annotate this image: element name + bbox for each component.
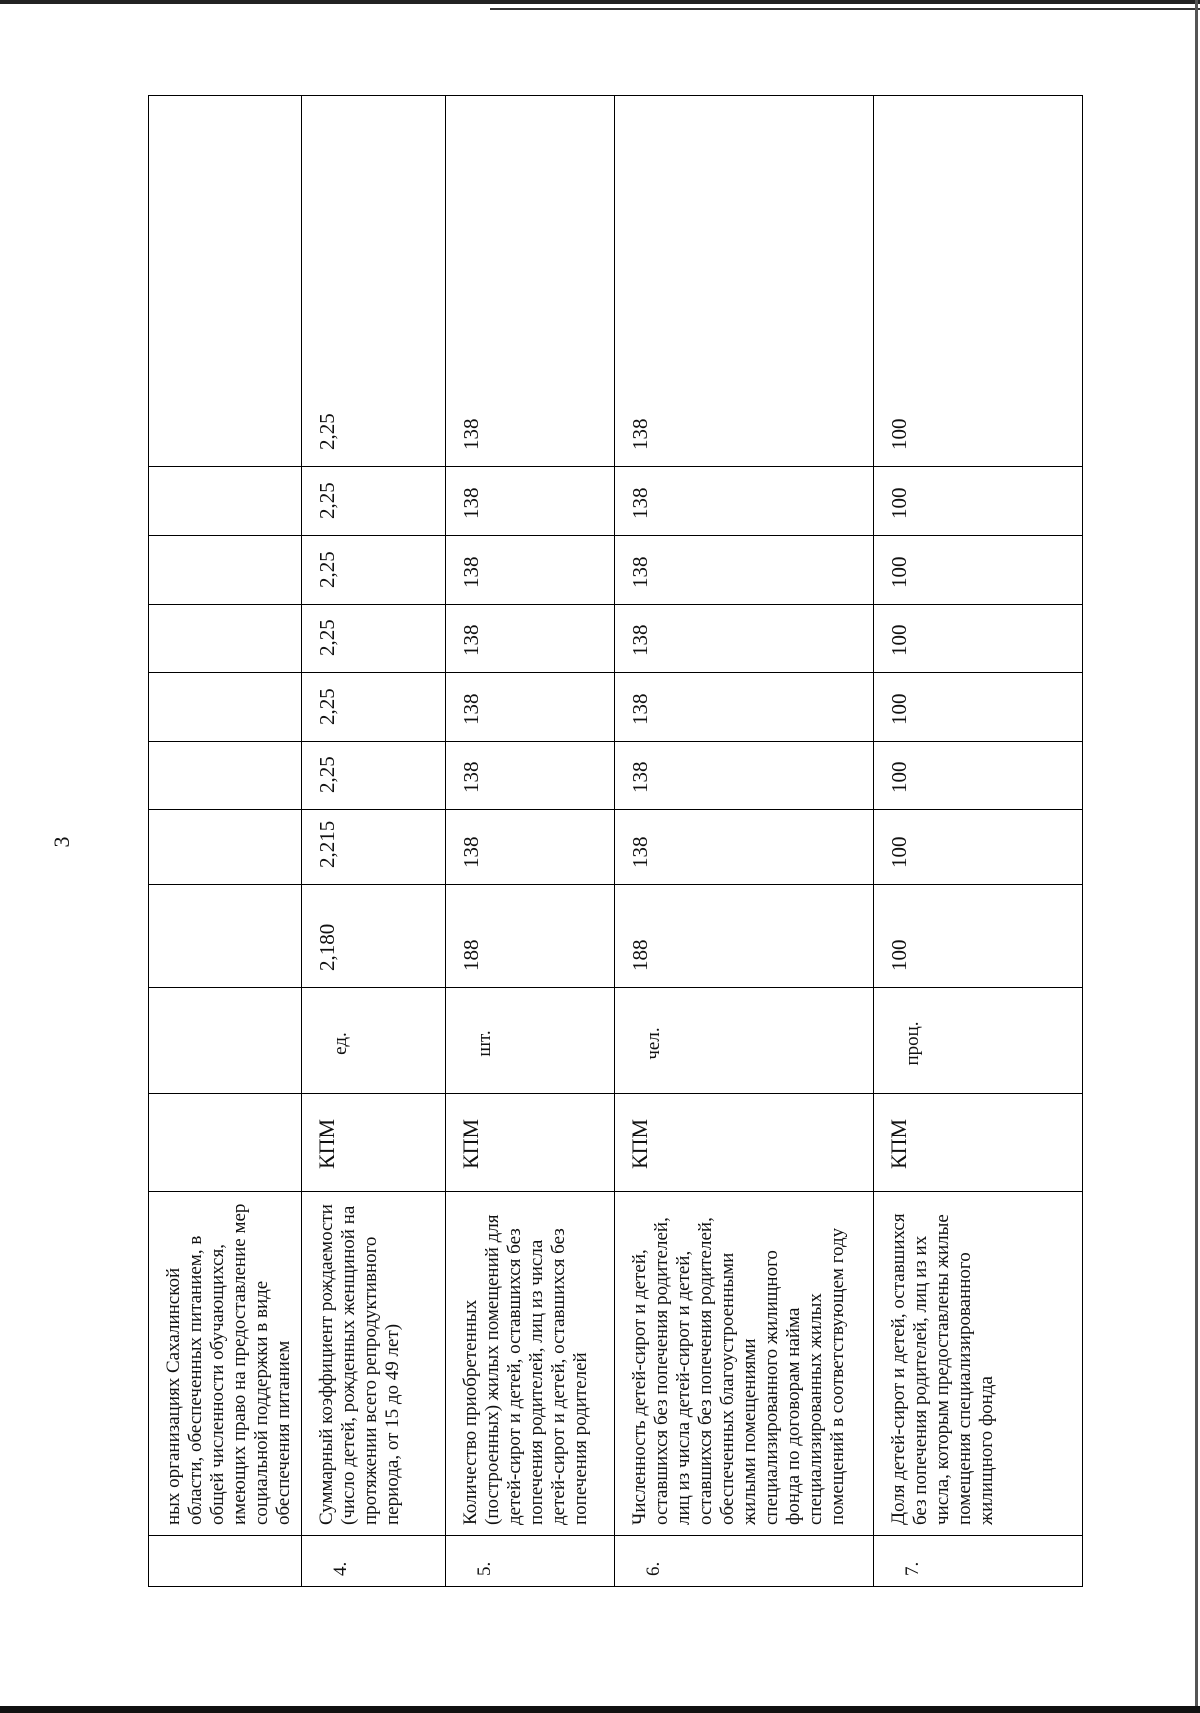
value-cell-1: 2,180 — [302, 885, 446, 988]
row-number-cell — [149, 1536, 302, 1587]
value-cell-6: 138 — [446, 536, 615, 605]
rotated-table-area — [148, 96, 1082, 1587]
indicator-name-cell: Суммарный коэффициент рождаемости (число детей, рожденных женщиной на протяжении всего репродуктивного периода, от 15 до 49 лет) — [302, 1192, 446, 1536]
value-cell-3: 2,25 — [302, 742, 446, 810]
value-cell-8: 100 — [874, 96, 1083, 467]
indicators-table — [148, 95, 1083, 1587]
table-row — [446, 96, 615, 1587]
table-row — [149, 96, 302, 1587]
value-cell-6: 100 — [874, 536, 1083, 605]
unit-cell: ед. — [302, 988, 446, 1094]
value-cell-4: 2,25 — [302, 673, 446, 742]
unit-cell: шт. — [446, 988, 615, 1094]
value-cell-4: 100 — [874, 673, 1083, 742]
value-cell-4: 138 — [446, 673, 615, 742]
value-cell-7: 2,25 — [302, 467, 446, 536]
scan-edge-top — [0, 0, 1200, 4]
table-row — [615, 96, 874, 1587]
row-number-cell: 5. — [446, 1536, 615, 1587]
value-cell-3: 138 — [615, 742, 874, 810]
value-cell-2: 100 — [874, 810, 1083, 885]
scan-edge-top-line — [490, 8, 1200, 10]
indicator-type-cell — [149, 1094, 302, 1192]
indicator-name-cell: Доля детей-сирот и детей, оставшихся без попечения родителей, лиц из их числа, которым предоставлены жилые помещения специализированного жилищного фонда — [874, 1192, 1083, 1536]
value-cell-3 — [149, 742, 302, 810]
value-cell-7: 138 — [615, 467, 874, 536]
value-cell-4: 138 — [615, 673, 874, 742]
value-cell-2: 138 — [446, 810, 615, 885]
indicator-type-cell: КПМ — [874, 1094, 1083, 1192]
unit-cell: проц. — [874, 988, 1083, 1094]
value-cell-2 — [149, 810, 302, 885]
value-cell-7 — [149, 467, 302, 536]
value-cell-8: 138 — [615, 96, 874, 467]
row-number-cell: 4. — [302, 1536, 446, 1587]
unit-cell — [149, 988, 302, 1094]
value-cell-1 — [149, 885, 302, 988]
value-cell-2: 2,215 — [302, 810, 446, 885]
value-cell-7: 138 — [446, 467, 615, 536]
scan-edge-right — [1195, 0, 1198, 1713]
value-cell-5: 138 — [615, 605, 874, 673]
indicator-type-cell: КПМ — [615, 1094, 874, 1192]
unit-cell: чел. — [615, 988, 874, 1094]
scan-edge-bottom — [0, 1706, 1200, 1713]
value-cell-5: 100 — [874, 605, 1083, 673]
indicator-name-cell: ных организациях Сахалинской области, обеспеченных питанием, в общей численности обучающихся, имеющих право на предоставление мер социальной поддержки в виде обеспечения питанием — [149, 1192, 302, 1536]
value-cell-4 — [149, 673, 302, 742]
indicator-name-cell: Численность детей-сирот и детей, оставшихся без попечения родителей, лиц из числа детей-сирот и детей, оставшихся без попечения родителей, обеспеченных благоустроенными жилыми помещениями специализированного жилищного фонда по договорам найма специализированных жилых помещений в соответствующем году — [615, 1192, 874, 1536]
indicator-type-cell: КПМ — [302, 1094, 446, 1192]
page-number: 3 — [49, 836, 74, 848]
table-row — [302, 96, 446, 1587]
value-cell-5: 2,25 — [302, 605, 446, 673]
value-cell-1: 188 — [615, 885, 874, 988]
indicator-name-cell: Количество приобретенных (построенных) жилых помещений для детей-сирот и детей, оставшихся без попечения родителей, лиц из числа детей-сирот и детей, оставшихся без попечения родителей — [446, 1192, 615, 1536]
table-container — [148, 96, 1082, 1587]
value-cell-7: 100 — [874, 467, 1083, 536]
value-cell-6: 2,25 — [302, 536, 446, 605]
value-cell-1: 100 — [874, 885, 1083, 988]
value-cell-8: 2,25 — [302, 96, 446, 467]
value-cell-6 — [149, 536, 302, 605]
table-row — [874, 96, 1083, 1587]
value-cell-3: 138 — [446, 742, 615, 810]
value-cell-2: 138 — [615, 810, 874, 885]
value-cell-1: 188 — [446, 885, 615, 988]
value-cell-8: 138 — [446, 96, 615, 467]
value-cell-6: 138 — [615, 536, 874, 605]
indicator-type-cell: КПМ — [446, 1094, 615, 1192]
row-number-cell: 7. — [874, 1536, 1083, 1587]
value-cell-3: 100 — [874, 742, 1083, 810]
value-cell-5 — [149, 605, 302, 673]
value-cell-8 — [149, 96, 302, 467]
value-cell-5: 138 — [446, 605, 615, 673]
row-number-cell: 6. — [615, 1536, 874, 1587]
